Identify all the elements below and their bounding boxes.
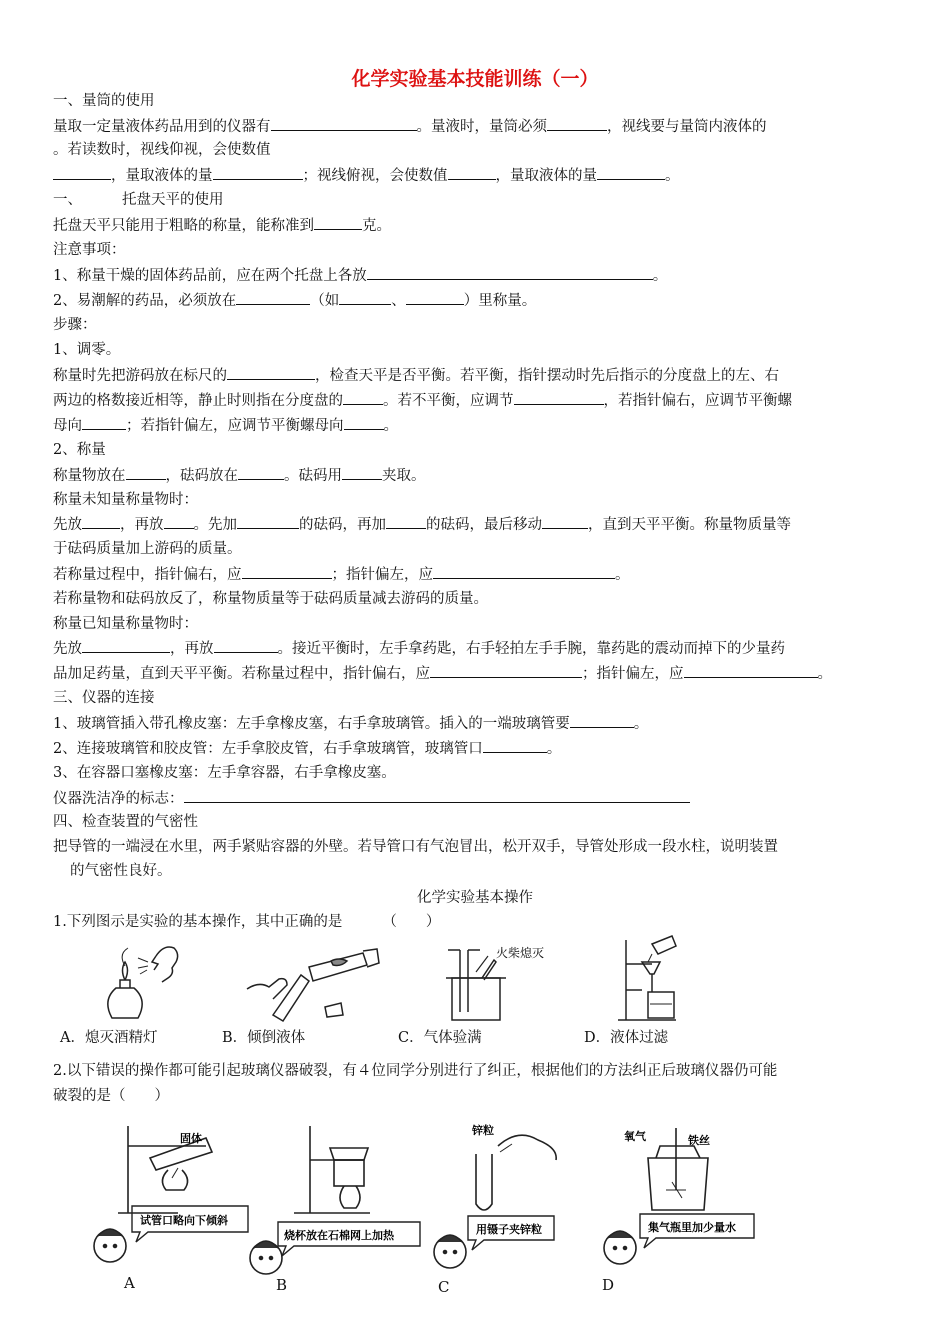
text-line: 母向 ；若指针偏左，应调节平衡螺母向 。 [53, 415, 898, 436]
fig-a-letter: A [124, 1274, 135, 1292]
option-c-label: C．气体验满 [398, 1030, 482, 1046]
match-label: 火柴熄灭 [496, 946, 545, 960]
fig-b-letter: B [276, 1276, 288, 1294]
text-line: 2、称量 [53, 442, 106, 458]
answer-blank[interactable] [314, 215, 362, 230]
question-1: 1.下列图示是实验的基本操作，其中正确的是 （ ） [53, 914, 441, 930]
section-heading: 三、仪器的连接 [53, 690, 155, 706]
answer-blank[interactable] [597, 165, 665, 180]
text-line: 2、连接玻璃管和胶皮管：左手拿胶皮管，右手拿玻璃管，玻璃管口 。 [53, 738, 898, 759]
answer-blank[interactable] [227, 365, 315, 380]
answer-blank[interactable] [430, 663, 582, 678]
text-line: 若称量过程中，指针偏右，应 ；指针偏左，应 。 [53, 564, 898, 585]
part-heading: 化学实验基本操作 [417, 890, 533, 906]
text-line: 称量物放在 ，砝码放在 。砝码用 夹取。 [53, 465, 898, 486]
answer-blank[interactable] [82, 415, 126, 430]
fig-d-top-label-1: 氧气 [624, 1130, 646, 1143]
text-line: 把导管的一端浸在水里，两手紧贴容器的外壁。若导管口有气泡冒出，松开双手，导管处形成一段水柱，说明装置 [53, 839, 778, 855]
answer-blank[interactable] [53, 165, 111, 180]
answer-blank[interactable] [342, 465, 382, 480]
extinguish-lamp-figure [100, 938, 190, 1023]
text-line: 称量未知量称量物时： [53, 492, 198, 508]
text-line: 2、易潮解的药品，必须放在 （如 、 ）里称量。 [53, 290, 898, 311]
option-d-label: D．液体过滤 [584, 1030, 669, 1046]
text-line: 托盘天平只能用于粗略的称量，能称准到 克。 [53, 215, 898, 236]
answer-blank[interactable] [448, 165, 496, 180]
answer-blank[interactable] [242, 564, 332, 579]
text-line: 量取一定量液体药品用到的仪器有 。量液时，量筒必须 ，视线要与量筒内液体的 [53, 116, 898, 137]
answer-blank[interactable] [213, 165, 303, 180]
answer-blank[interactable] [570, 713, 634, 728]
answer-blank[interactable] [214, 638, 278, 653]
answer-blank[interactable] [433, 564, 615, 579]
answer-blank[interactable] [684, 663, 818, 678]
page-title: 化学实验基本技能训练（一） [351, 68, 599, 90]
text-line: 若称量物和砝码放反了，称量物质量等于砝码质量减去游码的质量。 [53, 591, 488, 607]
answer-blank[interactable] [82, 638, 170, 653]
section-heading: 一、量筒的使用 [53, 93, 155, 109]
answer-blank[interactable] [339, 290, 391, 305]
answer-blank[interactable] [236, 290, 310, 305]
text-line: 的气密性良好。 [70, 863, 172, 879]
answer-blank[interactable] [82, 514, 120, 529]
text-line: 先放 ，再放 。接近平衡时，左手拿药匙，右手轻拍左手手腕，靠药匙的震动而掉下的少量药 [53, 638, 898, 659]
text-line: 1、玻璃管插入带孔橡皮塞：左手拿橡皮塞，右手拿玻璃管。插入的一端玻璃管要 。 [53, 713, 898, 734]
fig-c-letter: C [438, 1278, 450, 1296]
fig-a-bubble: 试管口略向下倾斜 [140, 1214, 228, 1227]
text-line: 1、调零。 [53, 342, 121, 358]
fig-c-apparatus [476, 1135, 556, 1210]
fig-c-bubble: 用镊子夹锌粒 [476, 1223, 542, 1236]
answer-blank[interactable] [386, 514, 426, 529]
gas-full-test-figure [432, 942, 562, 1022]
text-line: 1、称量干燥的固体药品前，应在两个托盘上各放 。 [53, 265, 898, 286]
answer-blank[interactable] [126, 465, 166, 480]
answer-blank[interactable] [184, 788, 690, 803]
fig-d-top-label-2: 铁丝 [688, 1134, 710, 1147]
student-face-b [250, 1241, 282, 1274]
answer-blank[interactable] [547, 116, 607, 131]
fig-b-bubble: 烧杯放在石棉网上加热 [284, 1229, 394, 1242]
text-line: 称量已知量称量物时： [53, 616, 198, 632]
answer-blank[interactable] [343, 390, 383, 405]
fig-d-bubble: 集气瓶里加少量水 [648, 1221, 736, 1234]
fig-b-apparatus [294, 1126, 370, 1213]
question-2: 2.以下错误的操作都可能引起玻璃仪器破裂，有４位同学分别进行了纠正，根据他们的方法纠正后玻璃仪器仍可能 [53, 1063, 778, 1079]
text-line: 品加足药量，直到天平平衡。若称量过程中，指针偏右，应 ；指针偏左，应 。 [53, 663, 898, 684]
answer-blank[interactable] [483, 738, 547, 753]
section-heading: 一、 托盘天平的使用 [53, 192, 224, 208]
filtration-figure [612, 934, 702, 1024]
question-2-cont: 破裂的是（ ） [53, 1088, 169, 1104]
answer-blank[interactable] [164, 514, 194, 529]
text-line: 仪器洗洁净的标志： [53, 788, 898, 809]
answer-blank[interactable] [344, 415, 384, 430]
fig-c-top-label: 锌粒 [472, 1124, 494, 1137]
fig-d-letter: D [602, 1276, 615, 1294]
student-face-c [434, 1235, 466, 1268]
text-line: 。若读数时，视线仰视，会使数值 [53, 142, 271, 158]
answer-blank[interactable] [406, 290, 464, 305]
text-line: 3、在容器口塞橡皮塞：左手拿容器，右手拿橡皮塞。 [53, 765, 396, 781]
pour-liquid-figure [243, 945, 383, 1025]
answer-blank[interactable] [237, 514, 299, 529]
student-face-a [94, 1229, 126, 1262]
answer-blank[interactable] [514, 390, 604, 405]
option-b-label: B．倾倒液体 [222, 1030, 306, 1046]
q2-figure-strip [88, 1118, 808, 1296]
text-line: 步骤： [53, 317, 97, 333]
text-line: 称量时先把游码放在标尺的 ，检查天平是否平衡。若平衡，指针摆动时先后指示的分度盘上的左、右 [53, 365, 898, 386]
text-line: 于砝码质量加上游码的质量。 [53, 541, 242, 557]
text-line: ，量取液体的量 ；视线俯视，会使数值 ，量取液体的量 。 [53, 165, 898, 186]
fig-a-top-label: 固体 [180, 1132, 202, 1145]
text-line: 两边的格数接近相等，静止时则指在分度盘的 。若不平衡，应调节 ，若指针偏右，应调节平衡螺 [53, 390, 898, 411]
text-line: 先放 ，再放 。先加 的砝码，再加 的砝码，最后移动 ，直到天平平衡。称量物质量等 [53, 514, 898, 535]
student-face-d [604, 1231, 636, 1264]
answer-blank[interactable] [367, 265, 653, 280]
text-line: 注意事项： [53, 242, 126, 258]
answer-blank[interactable] [542, 514, 588, 529]
option-a-label: A．熄灭酒精灯 [60, 1030, 158, 1046]
answer-blank[interactable] [271, 116, 417, 131]
section-heading: 四、检查装置的气密性 [53, 814, 198, 830]
answer-blank[interactable] [238, 465, 284, 480]
